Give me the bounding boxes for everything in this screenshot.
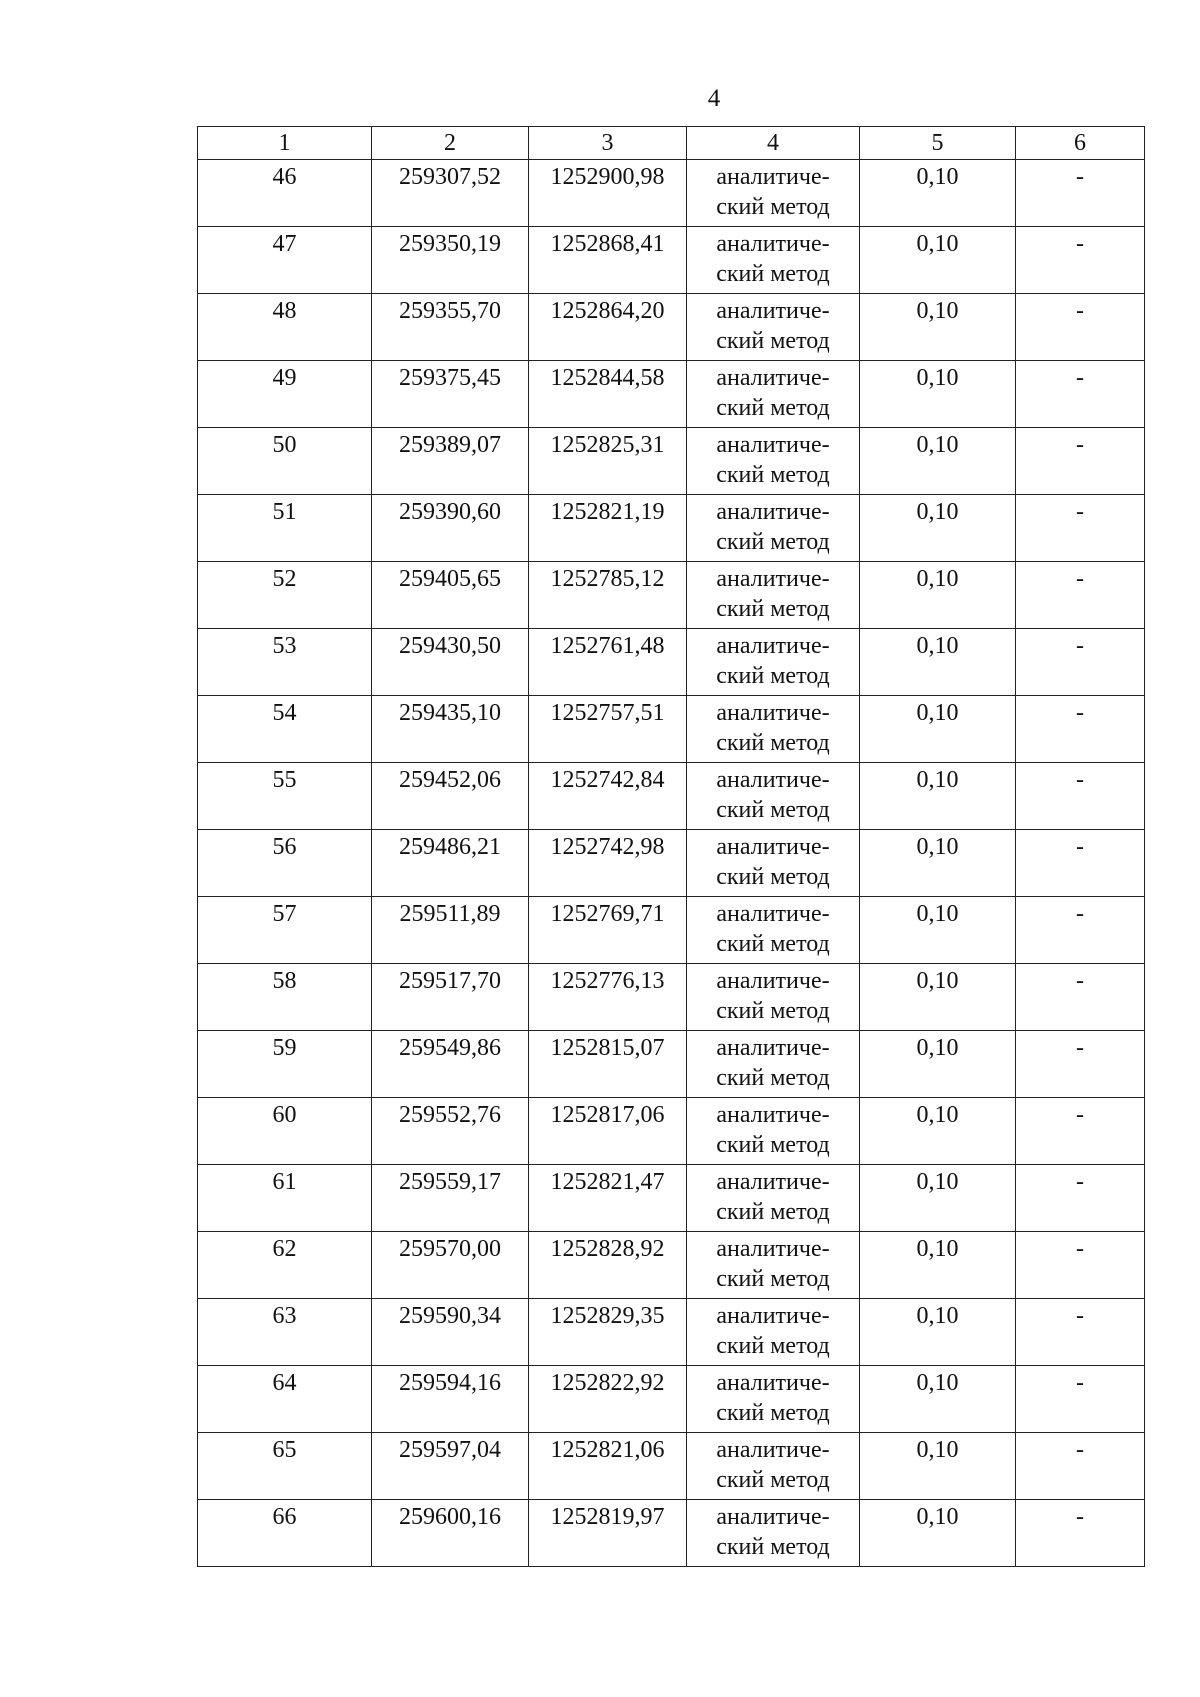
accuracy-cell: 0,10 xyxy=(860,1031,1016,1098)
accuracy-cell: 0,10 xyxy=(860,1165,1016,1232)
method-text-line-1: аналитиче- xyxy=(716,834,830,860)
method-cell xyxy=(687,294,860,361)
method-text-line-2: ский метод xyxy=(716,261,830,287)
method-cell xyxy=(687,1500,860,1567)
method-text-line-1: аналитиче- xyxy=(716,767,830,793)
accuracy-cell: 0,10 xyxy=(860,1098,1016,1165)
accuracy-cell: 0,10 xyxy=(860,562,1016,629)
y-coordinate-cell: 1252776,13 xyxy=(529,964,687,1031)
x-coordinate-cell: 259570,00 xyxy=(372,1232,529,1299)
method-cell xyxy=(687,160,860,227)
table-row xyxy=(198,361,1145,428)
point-number-cell: 54 xyxy=(198,696,372,763)
table-row xyxy=(198,830,1145,897)
method-text-line-1: аналитиче- xyxy=(716,566,830,592)
y-coordinate-cell: 1252815,07 xyxy=(529,1031,687,1098)
method-text-line-2: ский метод xyxy=(716,1199,830,1225)
point-number-cell: 64 xyxy=(198,1366,372,1433)
note-cell: - xyxy=(1016,1366,1145,1433)
note-cell: - xyxy=(1016,1031,1145,1098)
method-text-line-1: аналитиче- xyxy=(716,901,830,927)
column-header-3: 3 xyxy=(529,127,687,160)
table-row xyxy=(198,495,1145,562)
table-row xyxy=(198,1366,1145,1433)
y-coordinate-cell: 1252761,48 xyxy=(529,629,687,696)
point-number-cell: 57 xyxy=(198,897,372,964)
method-text-line-2: ский метод xyxy=(716,1266,830,1292)
method-cell xyxy=(687,1165,860,1232)
method-cell xyxy=(687,696,860,763)
x-coordinate-cell: 259590,34 xyxy=(372,1299,529,1366)
method-text-line-1: аналитиче- xyxy=(716,633,830,659)
method-cell xyxy=(687,897,860,964)
x-coordinate-cell: 259355,70 xyxy=(372,294,529,361)
method-text-line-2: ский метод xyxy=(716,395,830,421)
point-number-cell: 51 xyxy=(198,495,372,562)
note-cell: - xyxy=(1016,562,1145,629)
note-cell: - xyxy=(1016,763,1145,830)
x-coordinate-cell: 259511,89 xyxy=(372,897,529,964)
y-coordinate-cell: 1252821,19 xyxy=(529,495,687,562)
method-cell xyxy=(687,1366,860,1433)
method-text-line-2: ский метод xyxy=(716,1467,830,1493)
table-row xyxy=(198,562,1145,629)
x-coordinate-cell: 259486,21 xyxy=(372,830,529,897)
column-header-4: 4 xyxy=(687,127,860,160)
y-coordinate-cell: 1252825,31 xyxy=(529,428,687,495)
point-number-cell: 66 xyxy=(198,1500,372,1567)
method-text-line-2: ский метод xyxy=(716,194,830,220)
method-cell xyxy=(687,1433,860,1500)
coordinates-table xyxy=(197,126,1145,1567)
accuracy-cell: 0,10 xyxy=(860,1500,1016,1567)
accuracy-cell: 0,10 xyxy=(860,1232,1016,1299)
table-row xyxy=(198,763,1145,830)
y-coordinate-cell: 1252742,98 xyxy=(529,830,687,897)
x-coordinate-cell: 259552,76 xyxy=(372,1098,529,1165)
x-coordinate-cell: 259307,52 xyxy=(372,160,529,227)
note-cell: - xyxy=(1016,897,1145,964)
y-coordinate-cell: 1252864,20 xyxy=(529,294,687,361)
note-cell: - xyxy=(1016,428,1145,495)
note-cell: - xyxy=(1016,160,1145,227)
table-row xyxy=(198,1433,1145,1500)
method-text-line-1: аналитиче- xyxy=(716,1236,830,1262)
method-text-line-2: ский метод xyxy=(716,1065,830,1091)
y-coordinate-cell: 1252828,92 xyxy=(529,1232,687,1299)
y-coordinate-cell: 1252844,58 xyxy=(529,361,687,428)
accuracy-cell: 0,10 xyxy=(860,1299,1016,1366)
point-number-cell: 56 xyxy=(198,830,372,897)
column-header-1: 1 xyxy=(198,127,372,160)
table-row xyxy=(198,964,1145,1031)
method-cell xyxy=(687,1299,860,1366)
accuracy-cell: 0,10 xyxy=(860,629,1016,696)
method-cell xyxy=(687,1098,860,1165)
note-cell: - xyxy=(1016,1299,1145,1366)
accuracy-cell: 0,10 xyxy=(860,428,1016,495)
method-text-line-2: ский метод xyxy=(716,1400,830,1426)
table-row xyxy=(198,696,1145,763)
y-coordinate-cell: 1252769,71 xyxy=(529,897,687,964)
column-header-2: 2 xyxy=(372,127,529,160)
accuracy-cell: 0,10 xyxy=(860,763,1016,830)
note-cell: - xyxy=(1016,964,1145,1031)
x-coordinate-cell: 259549,86 xyxy=(372,1031,529,1098)
table-row xyxy=(198,1232,1145,1299)
method-text-line-1: аналитиче- xyxy=(716,499,830,525)
method-cell xyxy=(687,562,860,629)
method-text-line-1: аналитиче- xyxy=(716,1370,830,1396)
accuracy-cell: 0,10 xyxy=(860,1366,1016,1433)
method-text-line-1: аналитиче- xyxy=(716,231,830,257)
method-text-line-1: аналитиче- xyxy=(716,968,830,994)
accuracy-cell: 0,10 xyxy=(860,160,1016,227)
method-text-line-1: аналитиче- xyxy=(716,432,830,458)
y-coordinate-cell: 1252742,84 xyxy=(529,763,687,830)
x-coordinate-cell: 259390,60 xyxy=(372,495,529,562)
point-number-cell: 53 xyxy=(198,629,372,696)
accuracy-cell: 0,10 xyxy=(860,830,1016,897)
method-cell xyxy=(687,1031,860,1098)
method-text-line-1: аналитиче- xyxy=(716,1035,830,1061)
accuracy-cell: 0,10 xyxy=(860,696,1016,763)
table-row xyxy=(198,1031,1145,1098)
table-row xyxy=(198,1500,1145,1567)
note-cell: - xyxy=(1016,1500,1145,1567)
note-cell: - xyxy=(1016,1433,1145,1500)
method-cell xyxy=(687,964,860,1031)
header-row xyxy=(198,127,1145,160)
method-text-line-2: ский метод xyxy=(716,998,830,1024)
accuracy-cell: 0,10 xyxy=(860,1433,1016,1500)
method-text-line-1: аналитиче- xyxy=(716,1303,830,1329)
point-number-cell: 52 xyxy=(198,562,372,629)
x-coordinate-cell: 259597,04 xyxy=(372,1433,529,1500)
y-coordinate-cell: 1252829,35 xyxy=(529,1299,687,1366)
accuracy-cell: 0,10 xyxy=(860,495,1016,562)
y-coordinate-cell: 1252822,92 xyxy=(529,1366,687,1433)
method-cell xyxy=(687,830,860,897)
method-cell xyxy=(687,361,860,428)
method-text-line-2: ский метод xyxy=(716,1534,830,1560)
method-text-line-2: ский метод xyxy=(716,1132,830,1158)
accuracy-cell: 0,10 xyxy=(860,294,1016,361)
method-cell xyxy=(687,763,860,830)
point-number-cell: 65 xyxy=(198,1433,372,1500)
point-number-cell: 55 xyxy=(198,763,372,830)
point-number-cell: 62 xyxy=(198,1232,372,1299)
x-coordinate-cell: 259375,45 xyxy=(372,361,529,428)
note-cell: - xyxy=(1016,1098,1145,1165)
x-coordinate-cell: 259559,17 xyxy=(372,1165,529,1232)
method-cell xyxy=(687,1232,860,1299)
method-text-line-1: аналитиче- xyxy=(716,365,830,391)
method-text-line-2: ский метод xyxy=(716,462,830,488)
method-text-line-1: аналитиче- xyxy=(716,1102,830,1128)
x-coordinate-cell: 259452,06 xyxy=(372,763,529,830)
point-number-cell: 49 xyxy=(198,361,372,428)
point-number-cell: 50 xyxy=(198,428,372,495)
method-cell xyxy=(687,227,860,294)
table-row xyxy=(198,1165,1145,1232)
y-coordinate-cell: 1252821,47 xyxy=(529,1165,687,1232)
method-text-line-2: ский метод xyxy=(716,1333,830,1359)
method-text-line-2: ский метод xyxy=(716,529,830,555)
method-text-line-2: ский метод xyxy=(716,596,830,622)
point-number-cell: 46 xyxy=(198,160,372,227)
note-cell: - xyxy=(1016,361,1145,428)
y-coordinate-cell: 1252900,98 xyxy=(529,160,687,227)
method-cell xyxy=(687,428,860,495)
x-coordinate-cell: 259594,16 xyxy=(372,1366,529,1433)
method-text-line-1: аналитиче- xyxy=(716,1504,830,1530)
accuracy-cell: 0,10 xyxy=(860,897,1016,964)
x-coordinate-cell: 259430,50 xyxy=(372,629,529,696)
point-number-cell: 60 xyxy=(198,1098,372,1165)
point-number-cell: 47 xyxy=(198,227,372,294)
point-number-cell: 63 xyxy=(198,1299,372,1366)
method-text-line-2: ский метод xyxy=(716,931,830,957)
table-row xyxy=(198,428,1145,495)
point-number-cell: 59 xyxy=(198,1031,372,1098)
table-row xyxy=(198,897,1145,964)
table-body xyxy=(198,160,1145,1567)
method-text-line-2: ский метод xyxy=(716,328,830,354)
method-text-line-1: аналитиче- xyxy=(716,700,830,726)
table-row xyxy=(198,160,1145,227)
method-cell xyxy=(687,495,860,562)
note-cell: - xyxy=(1016,830,1145,897)
point-number-cell: 58 xyxy=(198,964,372,1031)
x-coordinate-cell: 259405,65 xyxy=(372,562,529,629)
note-cell: - xyxy=(1016,696,1145,763)
note-cell: - xyxy=(1016,294,1145,361)
method-cell xyxy=(687,629,860,696)
x-coordinate-cell: 259600,16 xyxy=(372,1500,529,1567)
y-coordinate-cell: 1252868,41 xyxy=(529,227,687,294)
note-cell: - xyxy=(1016,227,1145,294)
accuracy-cell: 0,10 xyxy=(860,227,1016,294)
note-cell: - xyxy=(1016,1232,1145,1299)
method-text-line-2: ский метод xyxy=(716,663,830,689)
table-row xyxy=(198,629,1145,696)
table-row xyxy=(198,294,1145,361)
note-cell: - xyxy=(1016,1165,1145,1232)
x-coordinate-cell: 259435,10 xyxy=(372,696,529,763)
method-text-line-2: ский метод xyxy=(716,730,830,756)
method-text-line-1: аналитиче- xyxy=(716,1437,830,1463)
x-coordinate-cell: 259517,70 xyxy=(372,964,529,1031)
y-coordinate-cell: 1252785,12 xyxy=(529,562,687,629)
accuracy-cell: 0,10 xyxy=(860,964,1016,1031)
accuracy-cell: 0,10 xyxy=(860,361,1016,428)
note-cell: - xyxy=(1016,495,1145,562)
method-text-line-2: ский метод xyxy=(716,797,830,823)
y-coordinate-cell: 1252817,06 xyxy=(529,1098,687,1165)
method-text-line-1: аналитиче- xyxy=(716,298,830,324)
column-header-5: 5 xyxy=(860,127,1016,160)
point-number-cell: 61 xyxy=(198,1165,372,1232)
y-coordinate-cell: 1252821,06 xyxy=(529,1433,687,1500)
note-cell: - xyxy=(1016,629,1145,696)
x-coordinate-cell: 259389,07 xyxy=(372,428,529,495)
y-coordinate-cell: 1252819,97 xyxy=(529,1500,687,1567)
column-header-6: 6 xyxy=(1016,127,1145,160)
table-row xyxy=(198,1098,1145,1165)
point-number-cell: 48 xyxy=(198,294,372,361)
method-text-line-1: аналитиче- xyxy=(716,164,830,190)
table-header xyxy=(198,127,1145,160)
method-text-line-2: ский метод xyxy=(716,864,830,890)
x-coordinate-cell: 259350,19 xyxy=(372,227,529,294)
table-row xyxy=(198,227,1145,294)
y-coordinate-cell: 1252757,51 xyxy=(529,696,687,763)
table-row xyxy=(198,1299,1145,1366)
method-text-line-1: аналитиче- xyxy=(716,1169,830,1195)
page-number: 4 xyxy=(707,85,721,112)
